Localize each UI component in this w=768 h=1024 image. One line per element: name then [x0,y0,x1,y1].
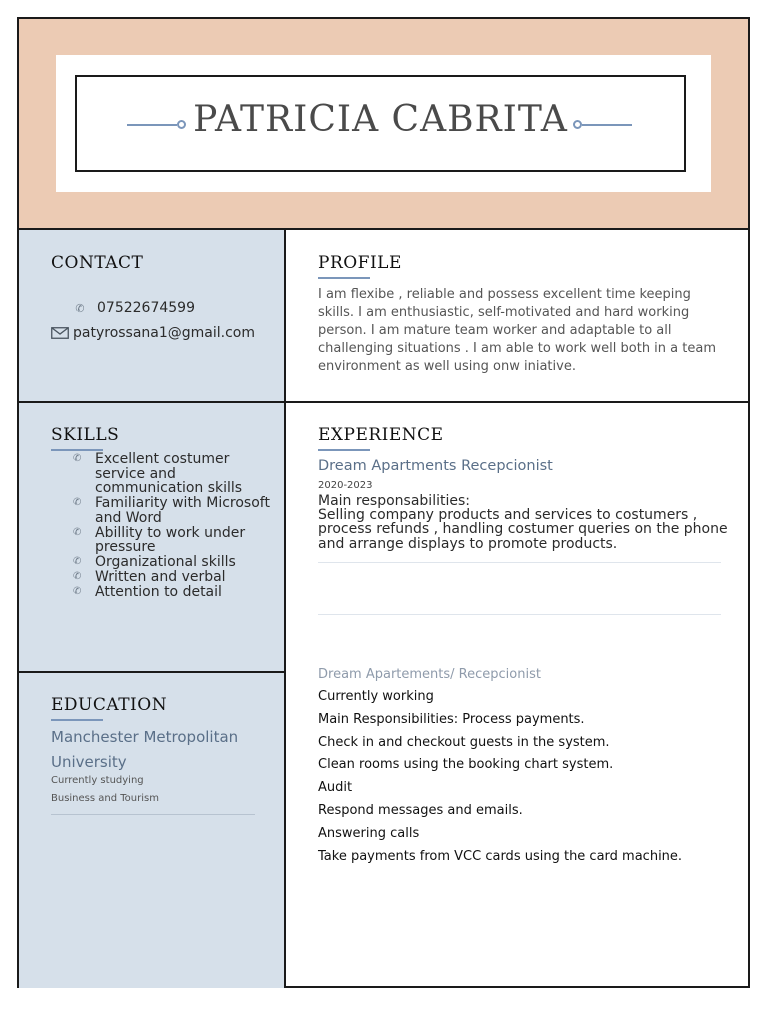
profile-heading: PROFILE [318,253,402,273]
contact-heading: CONTACT [51,253,144,273]
phone-bullet-icon: ✆ [73,571,82,582]
job2-line: Respond messages and emails. [318,802,523,818]
section-divider-1 [19,401,748,403]
profile-text: I am flexibe , reliable and possess excellent time keeping skills. I am enthusiastic, self-motivated and hard working person. I am mature team worker and adaptable to all challenging situations . I am able to work well both in a team environment as well using onw iniative. [318,287,716,374]
phone-bullet-icon: ✆ [73,497,82,508]
phone-bullet-icon: ✆ [73,526,82,538]
job1-desc-text: Selling company products and services to costumers , process refunds , handling costumer queries on the phone and arrange displays to promote products. [318,507,728,552]
profile-underline [318,277,370,279]
job2-line: Take payments from VCC cards using the card machine. [318,848,683,864]
job2-responsibilities [318,686,738,868]
job1-description [318,494,733,551]
skills-heading: SKILLS [51,425,120,445]
right-decorative-dot [573,120,582,129]
envelope-icon [51,327,69,339]
skill-item: ✆ Written and verbal [73,569,226,585]
job2-line: Main Responsibilities: Process payments. [318,711,585,727]
experience-heading: EXPERIENCE [318,425,444,445]
job1-rule-1 [318,562,721,563]
phone-bullet-icon: ✆ [73,586,82,597]
job2-line: Clean rooms using the booking chart system. [318,757,614,773]
education-course: Business and Tourism [51,793,159,804]
skill-item: ✆ Organizational skills [73,554,236,570]
name-frame [75,75,686,172]
job2-line: Check in and checkout guests in the system. [318,734,610,750]
job1-rule-2 [318,614,721,615]
education-rule [51,814,255,815]
education-status: Currently studying [51,775,144,786]
phone-icon: ✆ [75,301,85,315]
phone-bullet-icon: ✆ [73,556,82,567]
job2-line: Answering calls [318,825,420,841]
education-underline [51,719,103,721]
job1-dates: 2020-2023 [318,480,373,491]
job2-line: Audit [318,780,353,796]
header-band [19,19,748,230]
full-name: PATRICIA CABRITA [193,99,568,140]
skill-item: ✆ Excellent costumer service and communication skills [73,451,243,496]
job1-title: Dream Apartments Recepcionist [318,458,553,474]
skills-list [73,452,273,600]
skill-item: ✆ Attention to detail [73,584,222,600]
phone-bullet-icon: ✆ [73,453,82,464]
skill-item: ✆ Abillity to work under pressure [73,524,246,555]
phone-number: 07522674599 [97,300,195,316]
education-heading: EDUCATION [51,695,168,715]
right-decorative-line [582,124,632,126]
phone-row [69,300,195,316]
name-card [56,55,711,192]
job1-desc-label: Main responsabilities: [318,493,470,509]
skill-item: ✆ Familiarity with Microsoft and Word [73,495,270,526]
school-name: Manchester Metropolitan University [51,728,239,771]
job2-line: Currently working [318,689,434,704]
sidebar [19,230,286,988]
job2-title: Dream Apartements/ Recepcionist [318,667,541,682]
experience-underline [318,449,370,451]
email-address[interactable]: patyrossana1@gmail.com [73,325,256,341]
email-row [51,325,255,341]
section-divider-2 [19,671,286,673]
